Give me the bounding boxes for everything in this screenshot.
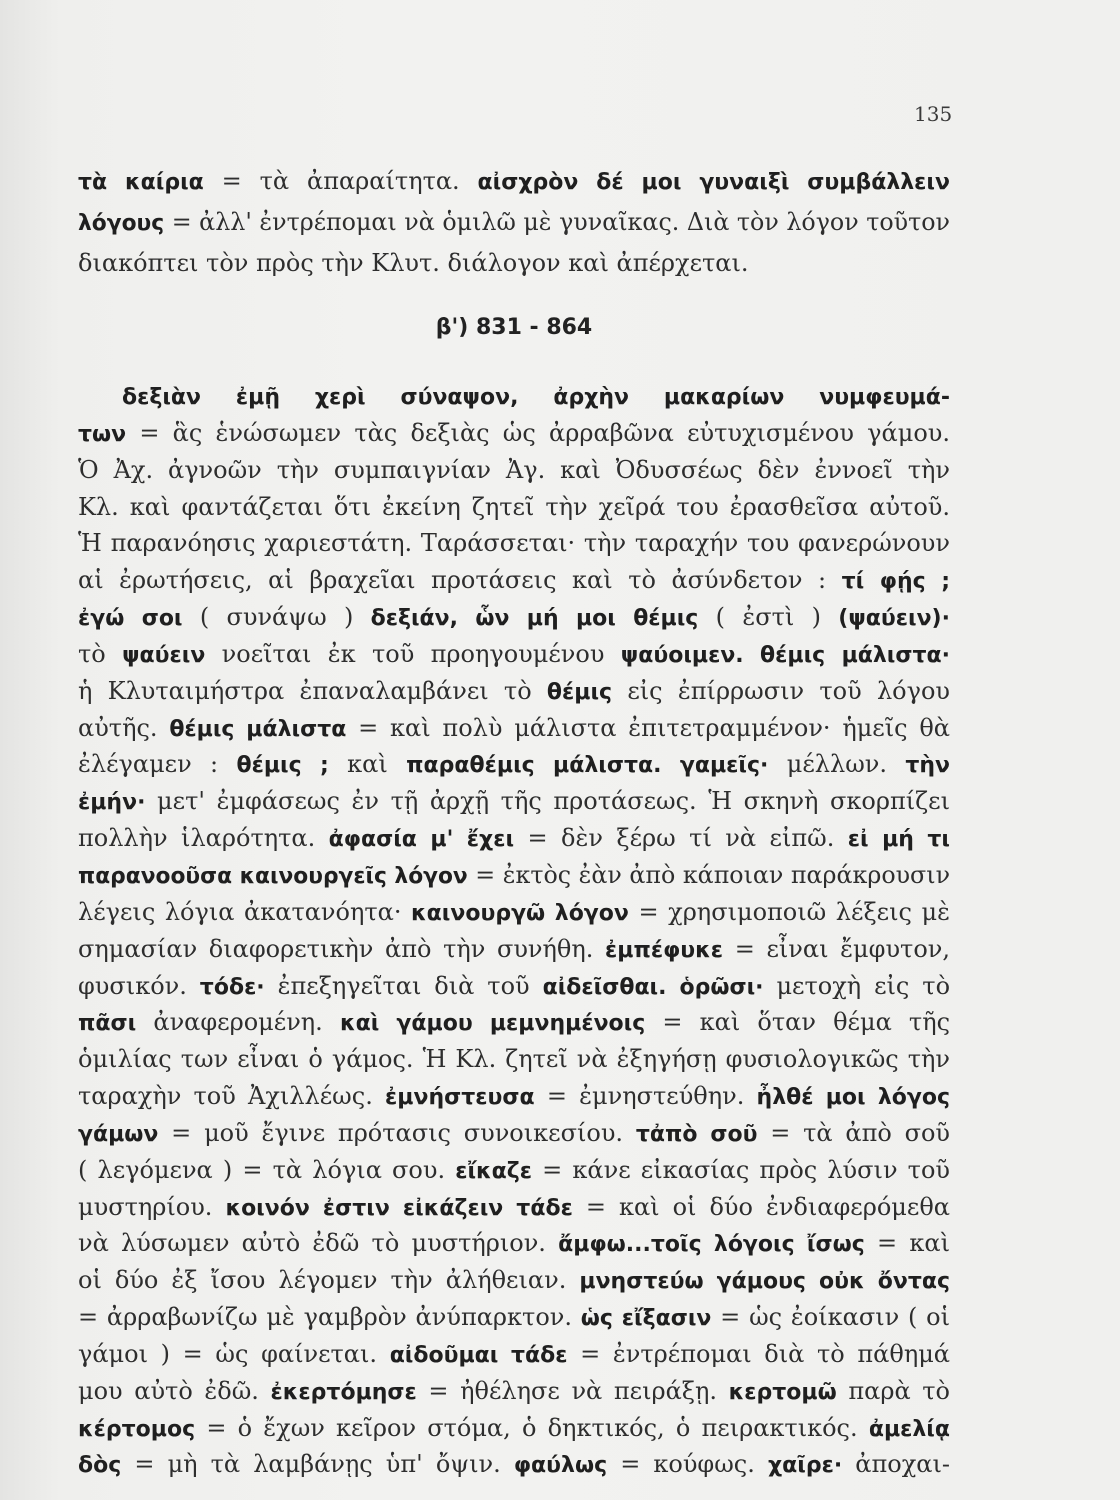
text-line (78, 820, 950, 857)
lemma: αἰσχρὸν δέ μοι γυναιξὶ συμβάλλειν (477, 170, 950, 195)
lemma: καὶ γάμου μεμνημένοις (339, 1011, 646, 1037)
gloss-text: μυστηρίου. (78, 1192, 226, 1221)
text-line (78, 1446, 950, 1483)
text-line (78, 783, 950, 820)
gloss-text: ἐλέγαμεν : (78, 750, 237, 779)
lemma: μνηστεύω γάμους οὐκ ὄντας (579, 1269, 951, 1295)
text-line (78, 525, 950, 562)
gloss-text: = καὶ πολὺ μάλιστα ἐπιτετραμμένον· ἡμεῖς θὰ (346, 713, 951, 742)
text-line (78, 1373, 950, 1410)
text-line-content (78, 1410, 950, 1449)
gloss-text: = μὴ τὰ λαμβάνῃς ὑπ' ὄψιν. (121, 1450, 514, 1479)
text-line-content (78, 161, 950, 203)
gloss-text: ταραχὴν τοῦ Ἀχιλλέως. (78, 1082, 386, 1111)
text-line (78, 1299, 950, 1336)
text-line-content (78, 562, 950, 601)
lemma: χαῖρε· (767, 1453, 843, 1479)
gloss-text: = ἀλλ' ἐντρέπομαι νὰ ὁμιλῶ μὲ γυναῖκας. Διὰ τὸν λόγον τοῦτον (164, 208, 950, 236)
text-line-content (78, 489, 950, 526)
text-line-content (78, 710, 950, 749)
lemma: κερτομῶ (728, 1379, 837, 1405)
gloss-text: ἀποχαι- (842, 1450, 951, 1479)
lemma: αἰδοῦμαι τάδε (389, 1342, 568, 1368)
lemma: ἐμήν· (78, 790, 146, 816)
gloss-text: = χρησιμοποιῶ λέξεις μὲ (628, 897, 950, 926)
text-line-content (78, 243, 749, 284)
lemma: δεξιάν, ὧν μή μοι θέμις (370, 606, 699, 632)
gloss-text: = δὲν ξέρω τί νὰ εἰπῶ. (514, 824, 848, 853)
lemma: θέμις ; (236, 753, 329, 779)
lemma: κοινόν ἐστιν εἰκάζειν τάδε (225, 1195, 573, 1221)
text-line-content (78, 673, 950, 712)
gloss-text: νοεῖται ἐκ τοῦ προηγουμένου (205, 639, 621, 668)
text-line (78, 857, 950, 894)
lemma: ἐκερτόμησε (270, 1379, 417, 1405)
lemma: τόδε· (199, 974, 265, 1000)
text-line (78, 243, 950, 284)
text-line (78, 1225, 950, 1262)
lemma: ἄμφω...τοῖς λόγοις ἴσως (558, 1232, 865, 1258)
lemma: τὴν (905, 753, 951, 779)
text-line (78, 489, 950, 526)
lemma: τί φῄς ; (841, 569, 951, 595)
text-line (78, 931, 950, 968)
lemma: λόγους (78, 211, 165, 236)
lemma: θέμις (546, 679, 613, 705)
text-line-content (78, 1115, 950, 1154)
gloss-text: καὶ (328, 750, 407, 779)
text-line (78, 599, 950, 636)
gloss-text: Ἡ παρανόησις χαριεστάτη. Ταράσσεται· τὴν ταραχήν του φανερώνουν (78, 529, 950, 558)
lemma: καινουργῶ λόγον (411, 900, 629, 926)
gloss-text: = ἐμνηστεύθην. (534, 1082, 757, 1111)
text-line-content (78, 1078, 950, 1117)
gloss-text: = τὰ ἀπὸ σοῦ (757, 1118, 951, 1147)
text-line-content (78, 1041, 950, 1078)
gloss-text: ἐπεξηγεῖται διὰ τοῦ (264, 971, 543, 1000)
text-line (78, 452, 950, 489)
lemma: φαύλως (513, 1453, 608, 1479)
lemma: δεξιὰν ἐμῇ χερὶ σύναψον, ἀρχὴν μακαρίων νυμφευμά- (122, 385, 950, 410)
text-line-content (78, 1446, 950, 1485)
text-line-content (78, 1336, 950, 1375)
page-number: 135 (914, 102, 953, 126)
commentary-paragraph (78, 161, 950, 284)
lemma: ψαύοιμεν. θέμις μάλιστα· (620, 642, 951, 668)
text-line-content (78, 636, 950, 675)
text-line-content (78, 746, 950, 785)
lemma: (ψαύειν)· (838, 606, 950, 632)
gloss-text: = καὶ ὅταν θέμα τῆς (645, 1008, 951, 1037)
gloss-text: μετοχὴ εἰς τὸ (763, 971, 951, 1000)
commentary-paragraph (78, 378, 950, 1483)
text-line (78, 673, 950, 710)
text-line (78, 1041, 950, 1078)
text-line-content (78, 820, 950, 859)
text-line (78, 1115, 950, 1152)
gloss-text: = τὰ ἀπαραίτητα. (203, 167, 478, 195)
lemma: εἰ μή τι (847, 827, 951, 853)
gloss-text: λέγεις λόγια ἀκατανόητα· (78, 897, 412, 926)
gloss-text: μετ' ἐμφάσεως ἐν τῇ ἀρχῇ τῆς προτάσεως. Ἡ σκηνὴ σκορπίζει (145, 787, 950, 816)
text-line-content (78, 1152, 950, 1191)
text-line-content (122, 378, 950, 417)
text-line (78, 1262, 950, 1299)
gloss-text: νὰ λύσωμεν αὐτὸ ἐδῶ τὸ μυστήριον. (78, 1229, 559, 1258)
text-line (78, 1004, 950, 1041)
gloss-text: ἡ Κλυταιμήστρα ἐπαναλαμβάνει τὸ (78, 676, 547, 705)
text-line (78, 746, 950, 783)
text-line (78, 1410, 950, 1447)
gloss-text: διακόπτει τὸν πρὸς τὴν Κλυτ. διάλογον καὶ ἀπέρχεται. (78, 249, 749, 277)
text-line-content (78, 1004, 950, 1043)
text-line-content (78, 1225, 950, 1264)
text-line-content (78, 894, 950, 933)
gloss-text: φυσικόν. (78, 971, 200, 1000)
gloss-text: = ἃς ἑνώσωμεν τὰς δεξιὰς ὡς ἀρραβῶνα εὐτυχισμένου γάμου. (126, 418, 950, 447)
text-line (78, 378, 950, 415)
gloss-text: μέλλων. (768, 750, 906, 779)
gloss-text: = καὶ οἱ δύο ἐνδιαφερόμεθα (572, 1192, 950, 1221)
text-line (78, 415, 950, 452)
lemma: εἴκαζε (455, 1158, 533, 1184)
lemma: παρανοοῦσα καινουργεῖς λόγον (78, 863, 468, 889)
text-line-content (78, 415, 950, 454)
gloss-text: πολλὴν ἱλαρότητα. (78, 824, 329, 853)
text-line-content (78, 857, 950, 896)
gloss-text: ὁμιλίας των εἶναι ὁ γάμος. Ἡ Κλ. ζητεῖ νὰ ἐξηγήσῃ φυσιολογικῶς τὴν (78, 1045, 950, 1074)
lemma: ἐμνήστευσα (385, 1085, 535, 1111)
gloss-text: γάμοι ) = ὡς φαίνεται. (78, 1339, 390, 1368)
gloss-text: = ὡς ἐοίκασιν ( οἱ (711, 1303, 950, 1332)
gloss-text: αὐτῆς. (78, 713, 170, 742)
gloss-text: = εἶναι ἔμφυτον, (723, 934, 950, 963)
text-line (78, 636, 950, 673)
gloss-text: ( συνάψω ) (182, 603, 371, 632)
gloss-text: Κλ. καὶ φαντάζεται ὅτι ἐκείνη ζητεῖ τὴν χεῖρά του ἐρασθεῖσα αὐτοῦ. (78, 492, 950, 521)
text-line-content (78, 968, 950, 1007)
text-line-content (78, 525, 950, 562)
text-line-content (78, 599, 950, 638)
gloss-text: μου αὐτὸ ἐδῶ. (78, 1376, 271, 1405)
gloss-text: = κάνε εἰκασίας πρὸς λύσιν τοῦ (532, 1155, 950, 1184)
lemma: θέμις μάλιστα (169, 716, 347, 742)
gloss-text: οἱ δύο ἐξ ἴσου λέγομεν τὴν ἀλήθειαν. (78, 1266, 580, 1295)
lemma: δὸς (78, 1453, 122, 1479)
lemma: πᾶσι (78, 1011, 137, 1037)
gloss-text: = κούφως. (607, 1450, 768, 1479)
gloss-text: τὸ (78, 639, 123, 668)
text-line (78, 202, 950, 243)
gloss-text: ( ἐστὶ ) (698, 603, 839, 632)
text-line-content (78, 783, 950, 822)
gloss-text: ( λεγόμενα ) = τὰ λόγια σου. (78, 1155, 456, 1184)
text-line-content (78, 1262, 950, 1301)
gloss-text: Ὁ Ἀχ. ἀγνοῶν τὴν συμπαιγνίαν Ἀγ. καὶ Ὀδυσσέως δὲν ἐννοεῖ τὴν (78, 455, 950, 484)
text-line-content (78, 452, 950, 489)
gloss-text: = ἀρραβωνίζω μὲ γαμβρὸν ἀνύπαρκτον. (78, 1303, 581, 1332)
lemma: ἐμπέφυκε (605, 937, 724, 963)
text-line (78, 894, 950, 931)
text-line (78, 710, 950, 747)
lemma: τἀπὸ σοῦ (635, 1121, 758, 1147)
lemma: ἦλθέ μοι λόγος (756, 1085, 951, 1111)
gloss-text: = μοῦ ἔγινε πρότασις συνοικεσίου. (158, 1118, 636, 1147)
lemma: τὰ καίρια (78, 170, 204, 195)
lemma: ἀφασία μ' ἔχει (328, 827, 515, 853)
text-line-content (78, 1189, 950, 1228)
section-heading: β') 831 - 864 (435, 315, 593, 340)
gloss-text: αἱ ἐρωτήσεις, αἱ βραχεῖαι προτάσεις καὶ τὸ ἀσύνδετον : (78, 566, 842, 595)
text-line (78, 161, 950, 202)
text-line (78, 562, 950, 599)
gloss-text: εἰς ἐπίρρωσιν τοῦ λόγου (612, 676, 950, 705)
lemma: κέρτομος (78, 1416, 196, 1442)
lemma: των (78, 421, 127, 447)
lemma: γάμων (78, 1121, 159, 1147)
text-line (78, 1336, 950, 1373)
gloss-text: = ὁ ἔχων κεῖρον στόμα, ὁ δηκτικός, ὁ πειρακτικός. (195, 1413, 869, 1442)
text-line (78, 1189, 950, 1226)
lemma: ἐγώ σοι (78, 606, 183, 632)
gloss-text: = ἐντρέπομαι διὰ τὸ πάθημά (567, 1339, 950, 1368)
lemma: ἀμελίᾳ (868, 1416, 950, 1442)
text-line-content (78, 1299, 950, 1338)
text-line (78, 968, 950, 1005)
text-line (78, 1152, 950, 1189)
lemma: παραθέμις μάλιστα. γαμεῖς· (406, 753, 769, 779)
lemma: ψαύειν (122, 642, 206, 668)
gloss-text: = ἠθέλησε νὰ πειράξῃ. (416, 1376, 729, 1405)
gloss-text: ἀναφερομένη. (136, 1008, 340, 1037)
text-line-content (78, 202, 950, 244)
lemma: ὡς εἴξασιν (580, 1306, 712, 1332)
gloss-text: σημασίαν διαφορετικὴν ἀπὸ τὴν συνήθη. (78, 934, 606, 963)
lemma: αἰδεῖσθαι. ὁρῶσι· (542, 974, 764, 1000)
text-line (78, 1078, 950, 1115)
gloss-text: παρὰ τὸ (836, 1376, 950, 1405)
text-line-content (78, 931, 950, 970)
text-line-content (78, 1373, 950, 1412)
gloss-text: = ἐκτὸς ἐὰν ἀπὸ κάποιαν παράκρουσιν (467, 860, 950, 889)
gloss-text: = καὶ (864, 1229, 950, 1258)
